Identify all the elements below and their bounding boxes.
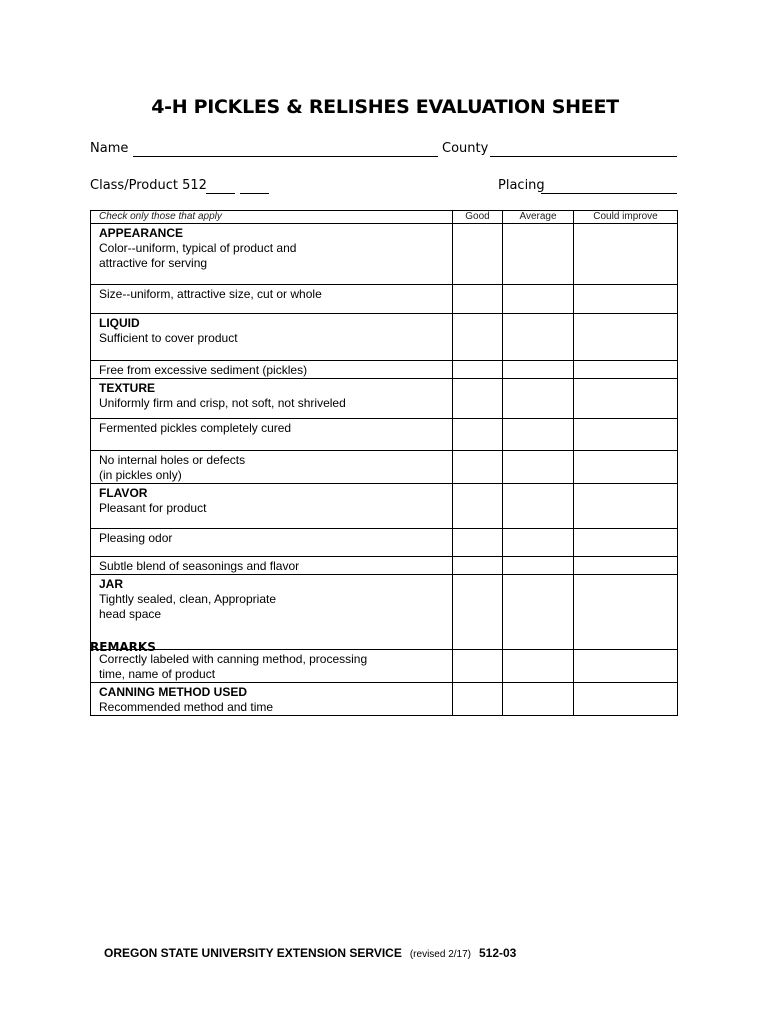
footer-revised: (revised 2/17) (409, 949, 471, 960)
criterion-text: Pleasant for product (99, 501, 207, 515)
rating-cell-could-improve[interactable] (574, 224, 678, 285)
criterion-text: Recommended method and time (99, 700, 274, 714)
rating-cell-good[interactable] (453, 419, 503, 451)
table-row (91, 529, 678, 557)
rating-cell-could-improve[interactable] (574, 557, 678, 575)
rating-cell-average[interactable] (503, 361, 574, 379)
rating-cell-average[interactable] (503, 419, 574, 451)
rating-cell-average[interactable] (503, 557, 574, 575)
criterion-cell (91, 314, 453, 361)
rating-cell-average[interactable] (503, 285, 574, 314)
criterion-text: Color--uniform, typical of product and (99, 241, 297, 255)
criterion-text: (in pickles only) (99, 468, 182, 482)
rating-cell-average[interactable] (503, 379, 574, 419)
evaluation-table (90, 210, 678, 716)
criterion-cell (91, 683, 453, 716)
rating-cell-could-improve[interactable] (574, 484, 678, 529)
class-field-1[interactable] (206, 193, 235, 194)
rating-cell-could-improve[interactable] (574, 285, 678, 314)
class-product-label: Class/Product 512 (90, 178, 207, 193)
rating-cell-could-improve[interactable] (574, 361, 678, 379)
rating-cell-good[interactable] (453, 451, 503, 484)
criterion-text: Pleasing odor (99, 531, 173, 545)
rating-cell-could-improve[interactable] (574, 650, 678, 683)
rating-cell-good[interactable] (453, 557, 503, 575)
table-row (91, 650, 678, 683)
county-label: County (442, 141, 489, 156)
column-average: Average (503, 211, 574, 224)
table-row (91, 683, 678, 716)
rating-cell-average[interactable] (503, 224, 574, 285)
table-row (91, 419, 678, 451)
table-row (91, 314, 678, 361)
rating-cell-average[interactable] (503, 650, 574, 683)
criterion-heading: TEXTURE (99, 381, 156, 395)
table-row (91, 557, 678, 575)
page-title: 4-H PICKLES & RELISHES EVALUATION SHEET (151, 96, 619, 118)
criterion-cell (91, 451, 453, 484)
table-header-row (91, 211, 678, 224)
rating-cell-could-improve[interactable] (574, 314, 678, 361)
table-row (91, 379, 678, 419)
rating-cell-good[interactable] (453, 285, 503, 314)
criterion-heading: JAR (99, 577, 124, 591)
criterion-text: Correctly labeled with canning method, processing (99, 652, 368, 666)
criterion-text: No internal holes or defects (99, 453, 246, 467)
rating-cell-good[interactable] (453, 683, 503, 716)
rating-cell-average[interactable] (503, 575, 574, 650)
criterion-cell (91, 361, 453, 379)
table-row (91, 224, 678, 285)
criterion-heading: CANNING METHOD USED (99, 685, 248, 699)
criterion-text: Free from excessive sediment (pickles) (99, 363, 308, 377)
rating-cell-good[interactable] (453, 361, 503, 379)
column-good: Good (453, 211, 503, 224)
rating-cell-good[interactable] (453, 575, 503, 650)
check-hint: Check only those that apply (91, 211, 453, 224)
criterion-cell (91, 529, 453, 557)
criterion-cell (91, 650, 453, 683)
footer (104, 946, 516, 960)
rating-cell-good[interactable] (453, 484, 503, 529)
table-row (91, 484, 678, 529)
placing-field[interactable] (541, 193, 677, 194)
criterion-cell (91, 557, 453, 575)
criterion-cell (91, 575, 453, 650)
criterion-cell (91, 224, 453, 285)
name-field[interactable] (133, 156, 438, 157)
rating-cell-could-improve[interactable] (574, 379, 678, 419)
footer-code: 512-03 (478, 946, 517, 960)
rating-cell-good[interactable] (453, 314, 503, 361)
criterion-text: Size--uniform, attractive size, cut or whole (99, 287, 322, 301)
class-field-2[interactable] (240, 193, 269, 194)
criterion-heading: LIQUID (99, 316, 140, 330)
criterion-text: head space (99, 607, 162, 621)
criterion-heading: APPEARANCE (99, 226, 184, 240)
criterion-cell (91, 285, 453, 314)
placing-label: Placing (498, 178, 545, 193)
rating-cell-could-improve[interactable] (574, 451, 678, 484)
rating-cell-good[interactable] (453, 379, 503, 419)
county-field[interactable] (490, 156, 677, 157)
rating-cell-average[interactable] (503, 451, 574, 484)
rating-cell-could-improve[interactable] (574, 529, 678, 557)
rating-cell-good[interactable] (453, 650, 503, 683)
criterion-text: Tightly sealed, clean, Appropriate (99, 592, 276, 606)
criterion-cell (91, 379, 453, 419)
rating-cell-good[interactable] (453, 529, 503, 557)
criterion-text: time, name of product (99, 667, 216, 681)
rating-cell-good[interactable] (453, 224, 503, 285)
criterion-text: Sufficient to cover product (99, 331, 238, 345)
name-label: Name (90, 141, 129, 156)
table-row (91, 285, 678, 314)
criterion-text: Fermented pickles completely cured (99, 421, 292, 435)
rating-cell-could-improve[interactable] (574, 683, 678, 716)
table-row (91, 361, 678, 379)
rating-cell-average[interactable] (503, 683, 574, 716)
rating-cell-average[interactable] (503, 314, 574, 361)
column-could-improve: Could improve (574, 211, 678, 224)
table-row (91, 575, 678, 650)
rating-cell-average[interactable] (503, 484, 574, 529)
remarks-label: REMARKS (90, 640, 156, 654)
rating-cell-could-improve[interactable] (574, 419, 678, 451)
criterion-cell (91, 484, 453, 529)
rating-cell-average[interactable] (503, 529, 574, 557)
criterion-text: attractive for serving (99, 256, 208, 270)
rating-cell-could-improve[interactable] (574, 575, 678, 650)
criterion-heading: FLAVOR (99, 486, 148, 500)
criterion-cell (91, 419, 453, 451)
footer-org: OREGON STATE UNIVERSITY EXTENSION SERVICE (104, 946, 402, 960)
table-row (91, 451, 678, 484)
criterion-text: Subtle blend of seasonings and flavor (99, 559, 300, 573)
criterion-text: Uniformly firm and crisp, not soft, not shriveled (99, 396, 346, 410)
